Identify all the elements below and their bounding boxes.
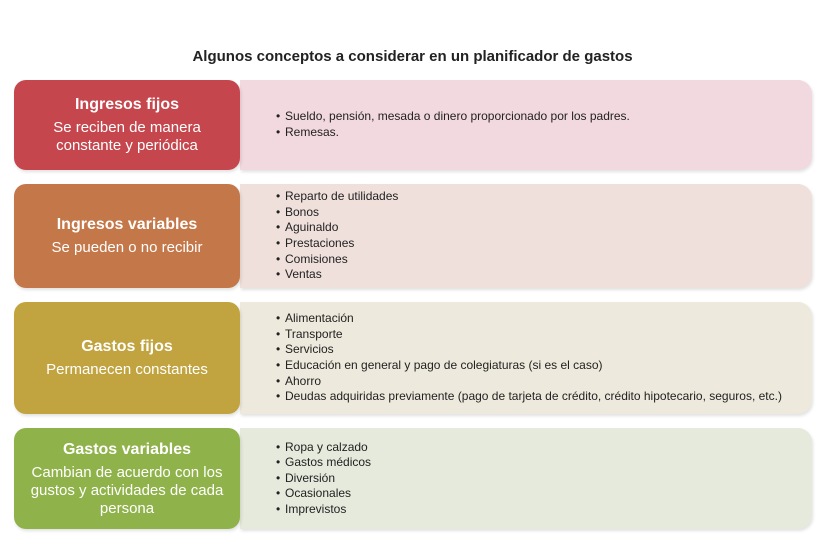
section-heading: Gastos variables bbox=[62, 440, 192, 458]
section-label-box bbox=[14, 302, 240, 414]
list-item: • Alimentación bbox=[276, 311, 782, 327]
list-item: • Ahorro bbox=[276, 374, 782, 390]
section-gastos-variables bbox=[14, 428, 812, 529]
section-items-list bbox=[276, 189, 782, 283]
section-ingresos-variables bbox=[14, 184, 812, 288]
list-item: • Imprevistos bbox=[276, 502, 782, 518]
list-item: • Educación en general y pago de colegiaturas (si es el caso) bbox=[276, 358, 782, 374]
list-item: • Ventas bbox=[276, 267, 782, 283]
section-heading: Ingresos variables bbox=[56, 216, 198, 233]
section-gastos-fijos bbox=[14, 302, 812, 414]
list-item: • Deudas adquiridas previamente (pago de tarjeta de crédito, crédito hipotecario, seguros, etc.) bbox=[276, 389, 782, 405]
list-item: • Diversión bbox=[276, 471, 782, 487]
section-description: Permanecen constantes bbox=[46, 361, 208, 378]
section-label-box bbox=[14, 184, 240, 288]
section-label-box bbox=[14, 428, 240, 529]
list-item: • Prestaciones bbox=[276, 236, 782, 252]
list-item: • Sueldo, pensión, mesada o dinero proporcionado por los padres. bbox=[276, 109, 782, 125]
section-items-panel bbox=[240, 80, 812, 170]
list-item: • Servicios bbox=[276, 342, 782, 358]
list-item: • Reparto de utilidades bbox=[276, 189, 782, 205]
section-description: Se reciben de manera constante y periódica bbox=[53, 119, 201, 154]
list-item: • Comisiones bbox=[276, 252, 782, 268]
list-item: • Ocasionales bbox=[276, 486, 782, 502]
list-item: • Ropa y calzado bbox=[276, 440, 782, 456]
list-item: • Transporte bbox=[276, 327, 782, 343]
section-heading: Ingresos fijos bbox=[74, 96, 180, 113]
section-items-panel bbox=[240, 428, 812, 529]
section-items-list bbox=[276, 440, 782, 518]
section-label-box bbox=[14, 80, 240, 170]
section-items-list bbox=[276, 311, 782, 405]
section-items-panel bbox=[240, 302, 812, 414]
page-title: Algunos conceptos a considerar en un planificador de gastos bbox=[192, 48, 633, 65]
list-item: • Bonos bbox=[276, 205, 782, 221]
section-heading: Gastos fijos bbox=[81, 338, 173, 355]
section-ingresos-fijos bbox=[14, 80, 812, 170]
list-item: • Aguinaldo bbox=[276, 220, 782, 236]
section-description: Cambian de acuerdo con los gustos y actividades de cada persona bbox=[30, 463, 224, 517]
list-item: • Gastos médicos bbox=[276, 455, 782, 471]
list-item: • Remesas. bbox=[276, 125, 782, 141]
section-items-list bbox=[276, 109, 782, 140]
section-items-panel bbox=[240, 184, 812, 288]
section-description: Se pueden o no recibir bbox=[51, 239, 203, 256]
